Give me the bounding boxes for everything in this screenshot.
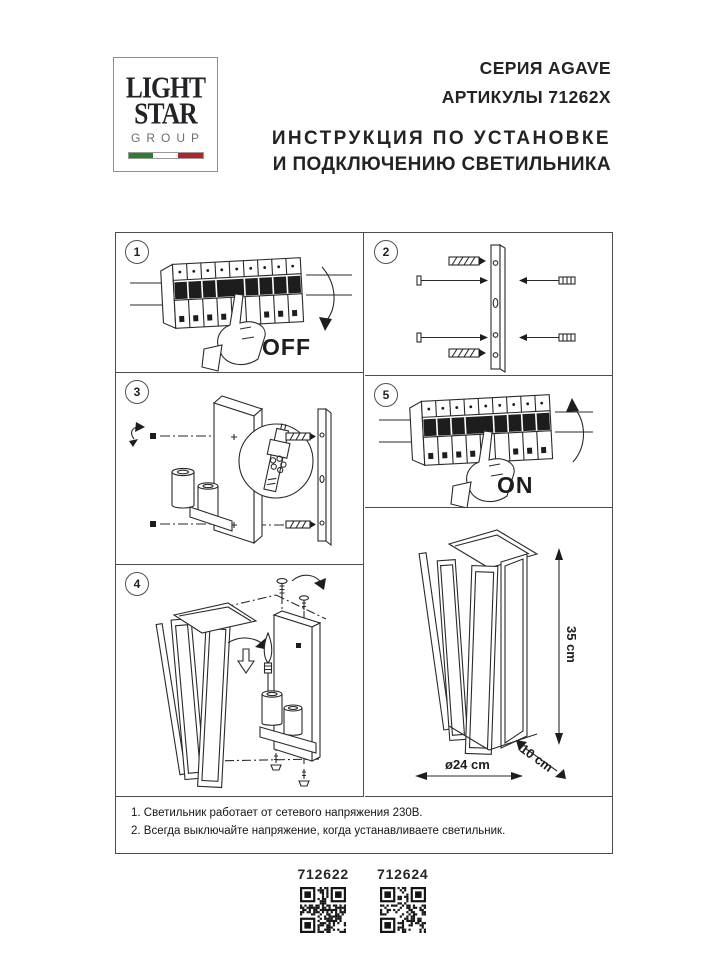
step-number-badge bbox=[374, 383, 398, 407]
title-line-1: ИНСТРУКЦИЯ ПО УСТАНОВКЕ bbox=[271, 128, 611, 149]
arrow-down-icon bbox=[319, 267, 334, 331]
qr-code-icon bbox=[300, 887, 346, 933]
logo-word-group: GROUP bbox=[130, 131, 205, 145]
screw-icon bbox=[286, 521, 316, 528]
step-panel-4 bbox=[116, 565, 364, 797]
diameter-dimension-line bbox=[415, 772, 523, 780]
wall-dowel-icon bbox=[449, 257, 486, 265]
dimension-label-diameter: ø24 cm bbox=[445, 757, 490, 772]
note-line-1: 1. Светильник работает от сетевого напряжения 230В. bbox=[131, 807, 423, 819]
product-code-item bbox=[297, 866, 349, 933]
bracket-mounting-illustration bbox=[365, 233, 612, 376]
instruction-grid bbox=[115, 232, 613, 854]
title-line-2: И ПОДКЛЮЧЕНИЮ СВЕТИЛЬНИКА bbox=[272, 154, 611, 175]
screw-icon bbox=[299, 769, 309, 786]
candle-bulb-icon bbox=[264, 633, 272, 695]
notes-panel bbox=[116, 797, 612, 853]
series-title: СЕРИЯ AGAVE bbox=[479, 58, 611, 78]
rotate-arrow-icon bbox=[228, 637, 269, 650]
step-number-badge bbox=[125, 380, 149, 404]
mounting-plate-icon bbox=[491, 245, 505, 372]
qr-code-icon bbox=[380, 887, 426, 933]
step-number: 1 bbox=[133, 245, 141, 259]
screw-icon bbox=[286, 433, 316, 440]
step-panel-2 bbox=[365, 233, 612, 376]
step-number-badge bbox=[374, 240, 398, 264]
articles-title: АРТИКУЛЫ 71262X bbox=[441, 87, 611, 107]
switch-state-label-off: OFF bbox=[262, 334, 311, 360]
final-dimensions-panel bbox=[365, 508, 612, 797]
lightstar-logo bbox=[113, 57, 218, 172]
step-number: 4 bbox=[133, 577, 141, 591]
flag-green-stripe bbox=[129, 153, 154, 158]
step-number-badge bbox=[125, 240, 149, 264]
product-code-label: 712622 bbox=[297, 866, 349, 882]
switch-state-label-on: ON bbox=[497, 472, 534, 498]
breaker-on-illustration bbox=[365, 376, 612, 508]
lamp-socket-icon bbox=[172, 468, 194, 508]
height-dimension-line bbox=[555, 548, 563, 745]
step-panel-5 bbox=[365, 376, 612, 508]
sconce-icon bbox=[419, 530, 537, 754]
dimension-label-depth: 10 cm bbox=[517, 741, 556, 775]
product-code-label: 712624 bbox=[377, 866, 429, 882]
product-code-item bbox=[377, 866, 429, 933]
note-line-2: 2. Всегда выключайте напряжение, когда устанавливаете светильник. bbox=[131, 824, 506, 837]
wall-bracket-icon bbox=[318, 409, 331, 545]
rotate-arrow-icon bbox=[129, 422, 145, 447]
screw-icon bbox=[417, 333, 488, 342]
step-number-badge bbox=[125, 572, 149, 596]
page-title bbox=[272, 126, 611, 178]
screw-icon bbox=[300, 596, 309, 610]
lamp-shade-icon bbox=[156, 603, 256, 788]
base-mounting-illustration bbox=[116, 373, 364, 565]
rotate-arrow-icon bbox=[292, 575, 326, 590]
flag-red-stripe bbox=[178, 153, 203, 158]
step-panel-3 bbox=[116, 373, 364, 565]
screw-icon bbox=[277, 579, 287, 595]
flag-white-stripe bbox=[153, 153, 178, 158]
arrow-up-icon bbox=[566, 398, 584, 462]
step-number: 2 bbox=[382, 245, 390, 259]
screw-icon bbox=[271, 753, 281, 770]
screw-icon bbox=[519, 277, 575, 284]
step-number: 5 bbox=[382, 388, 390, 402]
step-panel-1 bbox=[116, 233, 364, 373]
step-number: 3 bbox=[133, 385, 141, 399]
product-codes bbox=[0, 866, 726, 933]
breaker-off-illustration bbox=[116, 233, 364, 373]
lamp-socket-icon bbox=[284, 705, 302, 735]
shade-assembly-illustration bbox=[116, 565, 364, 797]
arrow-down-icon bbox=[238, 649, 254, 673]
logo-word-light: LIGHT bbox=[125, 71, 206, 105]
lamp-socket-icon bbox=[262, 691, 282, 725]
screw-icon bbox=[417, 276, 488, 285]
dimension-label-height: 35 cm bbox=[564, 626, 579, 663]
header-series-block bbox=[442, 54, 611, 112]
italian-flag-icon bbox=[128, 152, 204, 159]
wall-dowel-icon bbox=[449, 349, 486, 357]
screw-icon bbox=[519, 334, 575, 341]
logo-word-star: STAR bbox=[134, 97, 197, 131]
